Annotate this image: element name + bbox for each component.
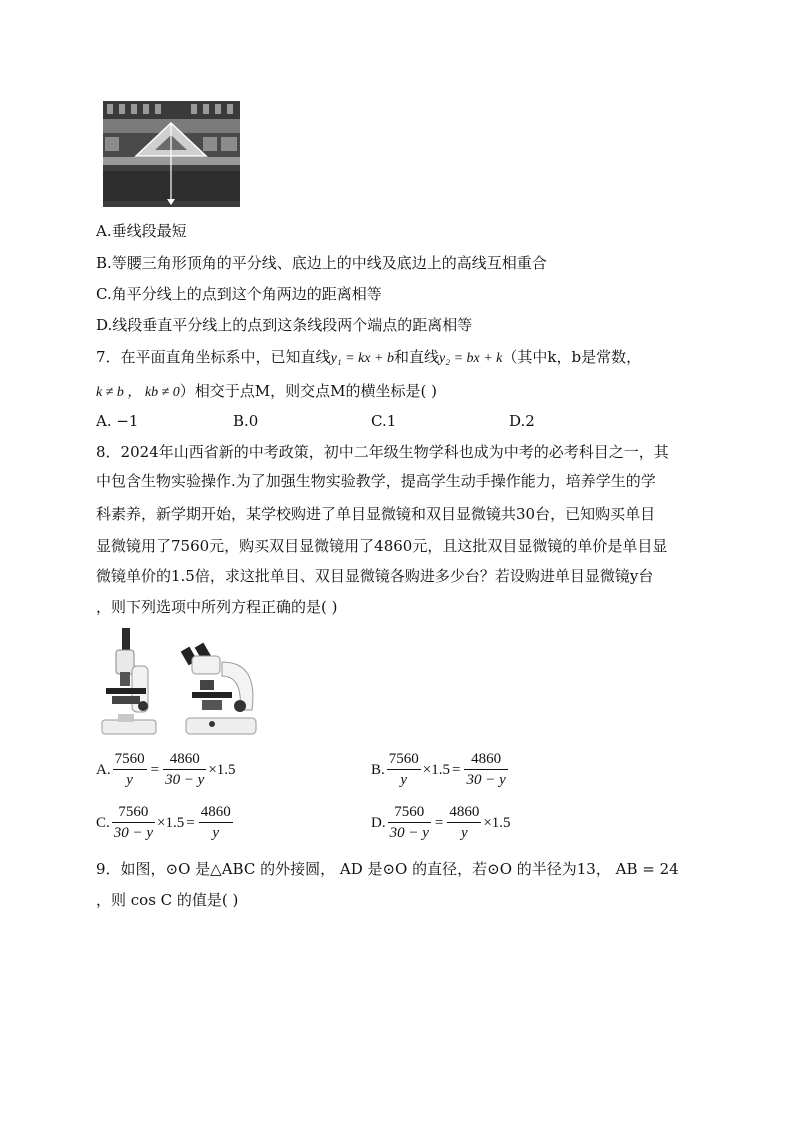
monocular-microscope-image bbox=[98, 626, 160, 738]
q8-stem-line2: 中包含生物实验操作.为了加强生物实验教学，提高学生动手操作能力，培养学生的学 bbox=[96, 472, 656, 490]
q7-text-d: ）相交于点M，则交点M的横坐标是( ) bbox=[179, 382, 437, 400]
q8-option-a-frac2: $\frac{4860}{30 - y}$ bbox=[165, 751, 205, 788]
q8-option-d-label: D. bbox=[371, 814, 386, 831]
q8-stem-line1: 8．2024年山西省新的中考政策，初中二年级生物学科也成为中考的必考科目之一，其 bbox=[96, 443, 669, 461]
q7-text-b: 和直线 bbox=[393, 348, 439, 366]
q8-option-c-frac1: $\frac{7560}{30 - y}$ bbox=[113, 804, 154, 841]
q8-option-b-frac2: $\frac{4860}{30 - y}$ bbox=[466, 751, 506, 788]
q8-stem-line3: 科素养，新学期开始，某学校购进了单目显微镜和双目显微镜共30台，已知购买单目 bbox=[96, 505, 656, 523]
q8-stem-line6: ，则下列选项中所列方程正确的是( ) bbox=[96, 598, 338, 616]
q6-option-d: D.线段垂直平分线上的点到这条线段两个端点的距离相等 bbox=[96, 316, 473, 334]
q7-number: 7． bbox=[96, 348, 121, 366]
q8-option-a: A. $\frac{7560}{y}$ = $\frac{4860}{30 - y}$ ×1.5 bbox=[96, 751, 236, 788]
q8-stem-line5: 微镜单价的1.5倍，求这批单目、双目显微镜各购进多少台？若设购进单目显微镜y台 bbox=[96, 567, 654, 585]
q9-stem-line1: 9．如图，⊙O 是△ABC 的外接圆， AD 是⊙O 的直径，若⊙O 的半径为13， AB = 24 bbox=[96, 860, 679, 878]
q8-option-b-frac1: $\frac{7560}{y}$ bbox=[388, 751, 419, 788]
q7-line1-formula: y₁ = kx + b bbox=[330, 351, 394, 366]
q6-option-b: B.等腰三角形顶角的平分线、底边上的中线及底边上的高线互相重合 bbox=[96, 254, 547, 272]
q8-option-b: B. $\frac{7560}{y}$ ×1.5 = $\frac{4860}{30 - y}$ bbox=[371, 751, 506, 788]
q8-option-c-label: C. bbox=[96, 814, 110, 831]
q8-option-d-frac2: $\frac{4860}{y}$ bbox=[449, 804, 480, 841]
q8-option-c-frac2: $\frac{4860}{y}$ bbox=[200, 804, 231, 841]
q8-option-d: D. $\frac{7560}{30 - y}$ = $\frac{4860}{y}$ ×1.5 bbox=[371, 804, 511, 841]
q9-stem-line2: ，则 cos C 的值是( ) bbox=[96, 891, 239, 909]
q7-stem-line1 bbox=[96, 346, 641, 370]
q8-option-d-frac1: $\frac{7560}{30 - y}$ bbox=[389, 804, 429, 841]
q7-line2-formula: y₂ = bx + k bbox=[438, 351, 503, 366]
binocular-microscope-image bbox=[178, 640, 262, 738]
q7-stem-line2 bbox=[96, 380, 437, 404]
q7-condition: k ≠ b ， kb ≠ 0 bbox=[96, 385, 180, 400]
q7-option-b: B.0 bbox=[233, 412, 259, 430]
q8-option-a-frac1: $\frac{7560}{y}$ bbox=[114, 751, 145, 788]
q8-stem-line4: 显微镜用了7560元，购买双目显微镜用了4860元，且这批双目显微镜的单价是单目显 bbox=[96, 537, 668, 555]
q8-option-a-label: A. bbox=[96, 761, 111, 778]
q8-option-b-label: B. bbox=[371, 761, 385, 778]
q7-option-a: A. −1 bbox=[96, 412, 139, 430]
q7-text-a: 在平面直角坐标系中，已知直线 bbox=[120, 348, 331, 366]
q7-text-c: （其中k，b是常数， bbox=[502, 348, 642, 366]
set-square-photo bbox=[103, 101, 240, 207]
q7-option-d: D.2 bbox=[509, 412, 535, 430]
q7-option-c: C.1 bbox=[371, 412, 397, 430]
q6-option-a: A.垂线段最短 bbox=[96, 222, 187, 240]
q6-option-c: C.角平分线上的点到这个角两边的距离相等 bbox=[96, 285, 382, 303]
q8-option-c: C. $\frac{7560}{30 - y}$ ×1.5 = $\frac{4860}{y}$ bbox=[96, 804, 231, 841]
